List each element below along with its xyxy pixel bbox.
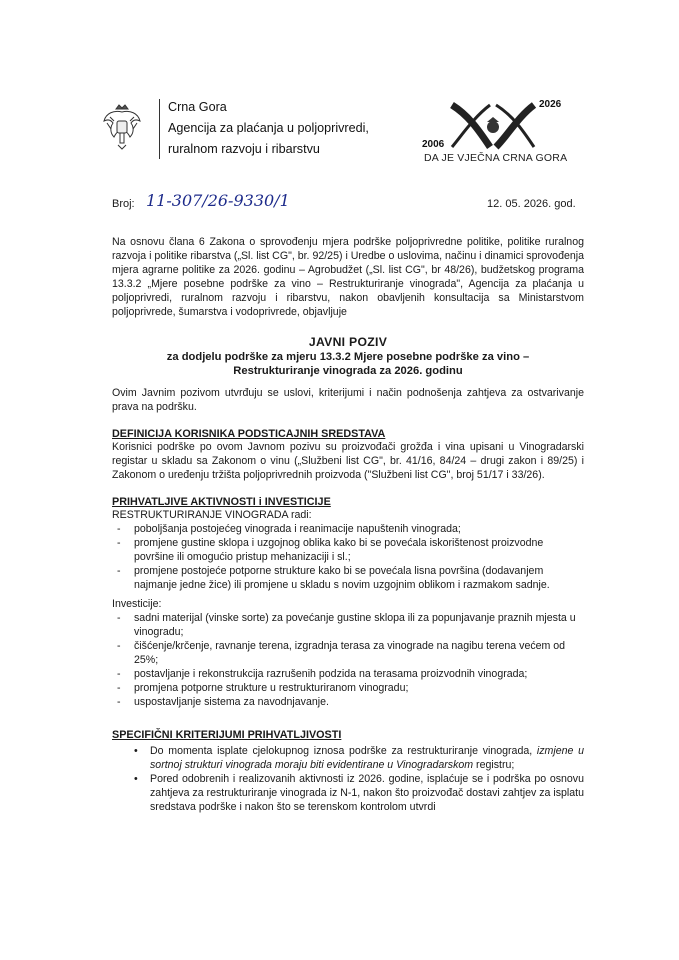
- document-body: [112, 236, 584, 815]
- section-heading-activities: PRIHVATLJIVE AKTIVNOSTI i INVESTICIJE: [112, 496, 331, 509]
- investments-label: Investicije:: [112, 598, 162, 611]
- org-line-country: Crna Gora: [168, 100, 227, 114]
- list-item: [112, 745, 584, 773]
- anniversary-year-left: 2006: [422, 139, 445, 150]
- criteria-1-italic: izmjene u sortnoj strukturi vinograda moraju biti evidentirane u Vinogradarskom: [150, 745, 584, 772]
- document-date: 12. 05. 2026. god.: [487, 198, 576, 210]
- list-item: - poboljšanja postojećeg vinograda i reanimacije napuštenih vinograda;: [112, 523, 584, 537]
- letterhead: [102, 95, 582, 175]
- criteria-1-end: registru;: [473, 759, 515, 772]
- list-item: - uspostavljanje sistema za navodnjavanje.: [112, 696, 584, 710]
- list-item: - postavljanje i rekonstrukcija razrušenih podzida na terasama proizvodnih vinograda;: [112, 668, 584, 682]
- handwritten-reference-number: [144, 186, 294, 214]
- anniversary-year-right: 2026: [539, 99, 562, 110]
- svg-text:11-307/26-9330/1: 11-307/26-9330/1: [146, 191, 290, 210]
- title-sub-line-1: za dodjelu podrške za mjeru 13.3.2 Mjere posebne podrške za vino –: [166, 350, 530, 363]
- anniversary-motto: DA JE VJEČNA CRNA GORA: [424, 152, 568, 164]
- lead-paragraph: Ovim Javnim pozivom utvrđuju se uslovi, kriterijumi i način podnošenja zahtjeva za ostvarivanje prava na podršku.: [112, 387, 584, 413]
- title-main: JAVNI POZIV: [308, 334, 388, 349]
- criteria-1-start: Do momenta isplate cjelokupnog iznosa podrške za restrukturiranje vinograda,: [150, 745, 537, 758]
- list-item: - promjene gustine sklopa i uzgojnog oblika kako bi se povećala iskorištenost proizvodne površine ili omogućio pristup mehanizaciji i sl.;: [112, 537, 584, 565]
- restructuring-label: RESTRUKTURIRANJE VINOGRADA radi:: [112, 509, 312, 522]
- investments-list: [112, 612, 584, 710]
- list-item: - promjena potporne strukture u restrukturiranom vinogradu;: [112, 682, 584, 696]
- list-item: - čišćenje/krčenje, ravnanje terena, izgradnja terasa za vinograde na nagibu terena većem od 25%;: [112, 640, 584, 668]
- title-sub-line-2: Restrukturiranje vinograda za 2026. godinu: [233, 365, 463, 378]
- intro-paragraph: Na osnovu člana 6 Zakona o sprovođenju mjera podrške poljoprivredne politike, politike ruralnog razvoja i politike ribarstva („Sl. list CG", br. 92/25) i Uredbe o uslovima, načinu i dinamici sprovođenja mjera agrarne politike za 2026. godinu – Agrobudžet („Sl. list CG", br 48/26), budžetskog programa 13.3.2 „Mjere posebne podrške za vino – Restrukturiranje vinograda", Agencija za plaćanja u poljoprivredi, ruralnom razvoju i ribarstvu, nakon obavljenih konsultacija sa Ministarstvom poljoprivrede, šumarstva i vodoprivrede, objavljuje: [112, 236, 584, 318]
- list-item: - promjene postojeće potporne strukture kako bi se povećala lisna površina (dodavanjem najmanje jedne žice) ili promjene u skladu s novim uzgojnim oblikom i razmakom sadnje.: [112, 565, 584, 593]
- org-line-agency: Agencija za plaćanja u poljoprivredi,: [168, 121, 369, 135]
- restructuring-list: [112, 523, 584, 593]
- call-title: [112, 334, 584, 379]
- list-item: - sadni materijal (vinske sorte) za povećanje gustine sklopa ili za popunjavanje praznih mjesta u vinogradu;: [112, 612, 584, 640]
- criteria-list: [112, 745, 584, 815]
- section-heading-definition: DEFINICIJA KORISNIKA PODSTICAJNIH SREDSTAVA: [112, 427, 386, 440]
- definition-text: Korisnici podrške po ovom Javnom pozivu su proizvođači grožđa i vina upisani u Vinogradarski registar u skladu sa Zakonom o vinu („Službeni list CG", br. 41/16, 84/24 – drugi zakon i 89/25) i Zakonom o uređenju tržišta poljoprivrednih proizvoda ("Službeni list CG", broj 51/17 i 33/26).: [112, 441, 584, 482]
- header-divider: [159, 99, 160, 159]
- section-heading-criteria: SPECIFIČNI KRITERIJUMI PRIHVATLJIVOSTI: [112, 728, 342, 741]
- coat-of-arms-icon: [102, 103, 142, 151]
- org-line-agency-cont: ruralnom razvoju i ribarstvu: [168, 142, 320, 156]
- list-item: • Pored odobrenih i realizovanih aktivnosti iz 2026. godine, isplaćuje se i podrška po osnovu zahtjeva za restrukturiranje vinograda iz N-1, nakon što proizvođač dostavi zahtjev za isplatu sredstava podrške i nakon što se terenskom kontrolom utvrdi: [112, 773, 584, 815]
- reference-label: Broj:: [112, 198, 135, 210]
- organization-name: [168, 97, 369, 160]
